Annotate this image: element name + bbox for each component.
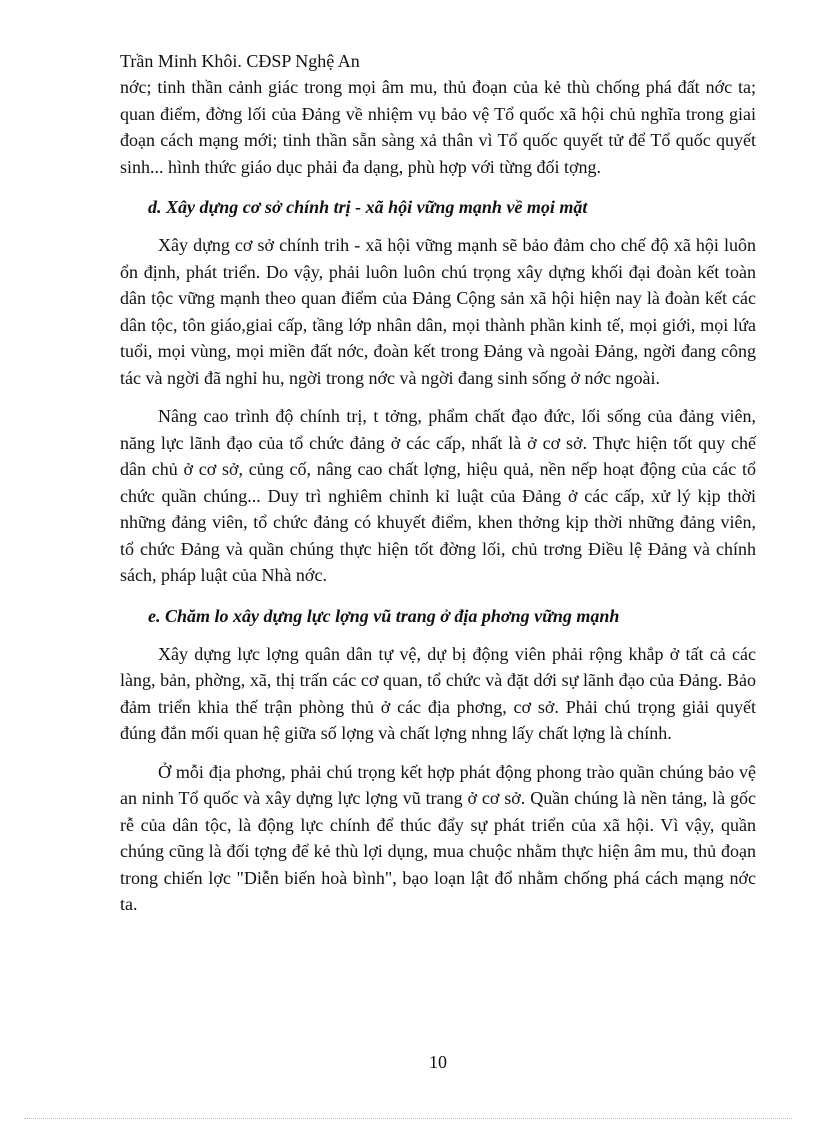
page-content — [120, 48, 756, 918]
page-number: 10 — [429, 1052, 447, 1072]
bottom-divider — [24, 1118, 792, 1119]
paragraph-5: Ở mỗi địa phơng, phải chú trọng kết hợp phát động phong trào quần chúng bảo vệ an ninh Tổ quốc và xây dựng lực lợng vũ trang ở cơ sở. Quần chúng là nền tảng, là gốc rễ của dân tộc, là động lực chính để thúc đẩy sự phát triển của xã hội. Vì vậy, quần chúng cũng là đối tợng để kẻ thù lợi dụng, mua chuộc nhằm thực hiện âm mu, thủ đoạn trong chiến lợc "Diễn biến hoà bình", bạo loạn lật đổ nhằm chống phá cách mạng nớc ta. — [120, 761, 756, 914]
paragraph-3: Nâng cao trình độ chính trị, t tởng, phẩm chất đạo đức, lối sống của đảng viên, năng lực lãnh đạo của tổ chức đảng ở các cấp, nhất là ở cơ sở. Thực hiện tốt quy chế dân chủ ở cơ sở, củng cố, nâng cao chất lợng, hiệu quả, nền nếp hoạt động của các tổ chức quần chúng... Duy trì nghiêm chỉnh kỉ luật của Đảng ở các cấp, xử lý kịp thời những đảng viên, tổ chức đảng có khuyết điểm, khen thởng kịp thời những đảng viên, tổ chức Đảng và quần chúng thực hiện tốt đờng lối, chủ trơng Điều lệ Đảng và chính sách, pháp luật của Nhà nớc. — [120, 406, 756, 585]
paragraph-1: nớc; tinh thần cảnh giác trong mọi âm mu, thủ đoạn của kẻ thù chống phá đất nớc ta; quan điểm, đờng lối của Đảng về nhiệm vụ bảo vệ Tổ quốc xã hội chủ nghĩa trong giai đoạn cách mạng mới; tinh thần sẵn sàng xả thân vì Tổ quốc quyết tử để Tổ quốc quyết sinh... hình thức giáo dục phải đa dạng, phù hợp với từng đối tợng. — [120, 77, 756, 177]
paragraph-2: Xây dựng cơ sở chính trih - xã hội vững mạnh sẽ bảo đảm cho chế độ xã hội luôn ổn định, phát triển. Do vậy, phải luôn luôn chú trọng xây dựng khối đại đoàn kết toàn dân tộc vững mạnh theo quan điểm của Đảng Cộng sản xã hội hiện nay là đoàn kết các dân tộc, tôn giáo,giai cấp, tầng lớp nhân dân, mọi thành phần kinh tế, mọi giới, mọi lứa tuổi, mọi vùng, mọi miền đất nớc, đoàn kết trong Đảng và ngoài Đảng, ngời đang công tác và ngời đã nghỉ hu, ngời trong nớc và ngời đang sinh sống ở nớc ngoài. — [120, 235, 756, 388]
heading-section-d: d. Xây dựng cơ sở chính trị - xã hội vững mạnh về mọi mặt — [148, 197, 588, 217]
author-header: Trần Minh Khôi. CĐSP Nghệ An — [120, 51, 360, 71]
heading-section-e: e. Chăm lo xây dựng lực lợng vũ trang ở địa phơng vững mạnh — [148, 605, 620, 626]
paragraph-4: Xây dựng lực lợng quân dân tự vệ, dự bị động viên phải rộng khắp ở tất cả các làng, bản, phờng, xã, thị trấn các cơ quan, tổ chức và đặt dới sự lãnh đạo của Đảng. Bảo đảm triển khia thế trận phòng thủ ở các địa phơng, cơ sở. Phải chú trọng giải quyết đúng đắn mối quan hệ giữa số lợng và chất lợng nhng lấy chất lợng là chính. — [120, 643, 756, 743]
